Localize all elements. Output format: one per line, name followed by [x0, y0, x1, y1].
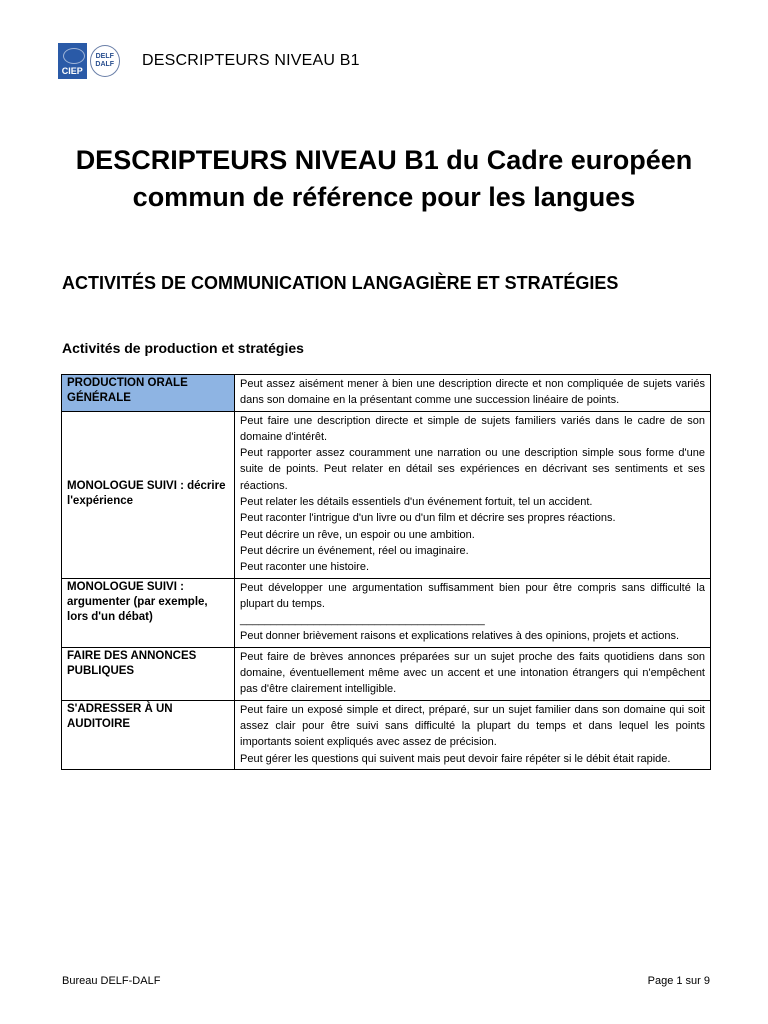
page-footer: [62, 975, 710, 987]
ciep-logo: [58, 37, 120, 85]
descriptor-paragraph: Peut décrire un rêve, un espoir ou une ambition.: [240, 528, 475, 541]
header-title: DESCRIPTEURS NIVEAU B1: [142, 52, 360, 69]
descriptor-paragraph: Peut raconter une histoire.: [240, 561, 370, 574]
descriptor-paragraph: Peut faire une description directe et simple de sujets familiers variés dans le cadre de son domaine d'intérêt.: [240, 414, 705, 443]
descriptor-paragraph: Peut raconter l'intrigue d'un livre ou d'un film et décrire ses propres réactions.: [240, 512, 616, 525]
table-row: [62, 375, 711, 412]
row-label: MONOLOGUE SUIVI : argumenter (par exemple, lors d'un débat): [62, 578, 235, 647]
descriptor-paragraph: Peut relater les détails essentiels d'un événement fortuit, tel un accident.: [240, 496, 593, 509]
descriptor-paragraph: Peut gérer les questions qui suivent mais peut devoir faire répéter si le débit était rapide.: [240, 752, 671, 765]
row-label: PRODUCTION ORALE GÉNÉRALE: [62, 375, 235, 412]
row-descriptor: [235, 647, 711, 700]
separator-line: ________________________________________: [240, 614, 485, 627]
descriptor-paragraph: Peut développer une argumentation suffisamment bien pour être compris sans difficulté la plupart du temps.: [240, 581, 705, 610]
table-row: [62, 700, 711, 769]
footer-office: Bureau DELF-DALF: [62, 975, 161, 987]
descriptor-paragraph: Peut assez aisément mener à bien une description directe et non compliquée de sujets variés dans son domaine en la présentant comme une succession linéaire de points.: [240, 378, 705, 407]
descriptor-paragraph: Peut faire un exposé simple et direct, préparé, sur un sujet familier dans son domaine qui soit assez clair pour être suivi sans difficulté la plupart du temps et dans lequel les points importants soient expliqués avec assez de précision.: [240, 703, 705, 749]
row-descriptor: [235, 578, 711, 647]
table-row: [62, 411, 711, 578]
row-descriptor: [235, 411, 711, 578]
descriptor-paragraph: Peut rapporter assez couramment une narration ou une description simple sous forme d'une suite de points. Peut relater en détail ses expériences en décrivant ses sentiments et ses réactions.: [240, 447, 705, 492]
descriptor-paragraph: Peut décrire un événement, réel ou imaginaire.: [240, 544, 469, 557]
section-heading: ACTIVITÉS DE COMMUNICATION LANGAGIÈRE ET STRATÉGIES: [62, 273, 619, 293]
row-label: S'ADRESSER À UN AUDITOIRE: [62, 700, 235, 769]
table-row: [62, 578, 711, 647]
descriptor-paragraph: Peut faire de brèves annonces préparées sur un sujet proche des faits quotidiens dans son domaine, éventuellement même avec un accent et une intonation étrangers qui n'empêchent pas d'être clairement intelligible.: [240, 650, 705, 696]
document-title: DESCRIPTEURS NIVEAU B1 du Cadre européen commun de référence pour les langues: [75, 145, 693, 212]
row-label: FAIRE DES ANNONCES PUBLIQUES: [62, 647, 235, 700]
page-header: [58, 32, 360, 90]
sub-heading: Activités de production et stratégies: [62, 340, 304, 356]
table-row: [62, 647, 711, 700]
row-descriptor: [235, 375, 711, 412]
descriptors-table: [61, 374, 711, 770]
descriptor-paragraph: Peut donner brièvement raisons et explications relatives à des opinions, projets et actions.: [240, 630, 680, 643]
seal-line-2: DALF: [95, 61, 115, 68]
ciep-logo-icon: CIEP: [58, 43, 87, 79]
seal-line-1: DELF: [95, 53, 114, 60]
delf-dalf-seal-icon: [90, 45, 121, 77]
row-label: MONOLOGUE SUIVI : décrire l'expérience: [62, 411, 235, 578]
row-descriptor: [235, 700, 711, 769]
page-number: Page 1 sur 9: [647, 975, 710, 987]
